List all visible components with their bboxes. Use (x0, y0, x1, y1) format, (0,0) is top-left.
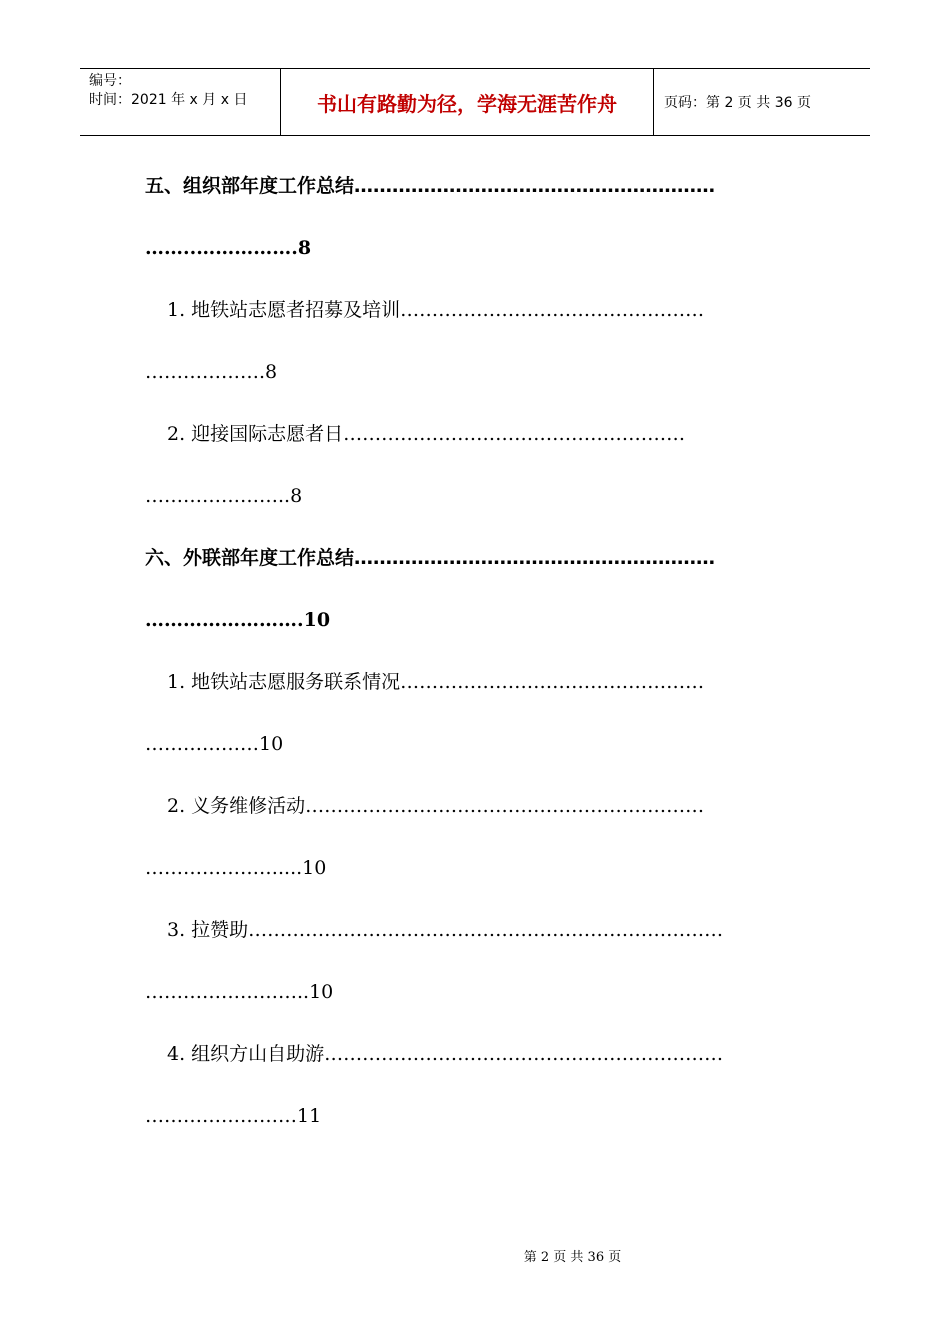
header-motto: 书山有路勤为径，学海无涯苦作舟 (281, 69, 654, 135)
table-of-contents (145, 155, 795, 1147)
toc-entry-page: …………………..8 (145, 485, 303, 507)
toc-entry-page: ………………10 (145, 733, 284, 755)
toc-entry-title: 4. 组织方山自助游……………………………………………………… (167, 1043, 724, 1065)
header-date-label: 时间：2021 年 x 月 x 日 (89, 92, 248, 108)
header-page-info: 页码：第 2 页 共 36 页 (664, 95, 811, 111)
toc-entry-title: 六、外联部年度工作总结………………………………………………… (145, 547, 716, 569)
toc-entry[interactable] (145, 775, 795, 899)
toc-entry-page: ……..…………….8 (145, 237, 312, 259)
toc-entry-page: ……………………..10 (145, 981, 334, 1003)
toc-entry-page: ……………………11 (145, 1105, 322, 1127)
toc-entry-title: 3. 拉赞助………………………………………………………………… (167, 919, 724, 941)
toc-entry[interactable] (145, 155, 795, 279)
toc-entry-page: …………………....10 (145, 857, 327, 879)
toc-entry[interactable] (145, 651, 795, 775)
header-info-cell (80, 69, 281, 135)
toc-entry[interactable] (145, 527, 795, 651)
toc-entry-page: …………………….10 (145, 609, 331, 631)
toc-entry[interactable] (145, 1023, 795, 1147)
page-footer: 第 2 页 共 36 页 (523, 1250, 622, 1265)
toc-entry-page: ……………….8 (145, 361, 278, 383)
toc-entry[interactable] (145, 899, 795, 1023)
toc-entry-title: 1. 地铁站志愿服务联系情况………………………………………… (167, 671, 705, 693)
toc-entry[interactable] (145, 403, 795, 527)
header-table (80, 68, 870, 136)
header-number-label: 编号： (89, 73, 131, 89)
toc-entry-title: 2. 迎接国际志愿者日……………………………………………… (167, 423, 686, 445)
toc-entry-title: 2. 义务维修活动……………………………………………………… (167, 795, 705, 817)
toc-entry[interactable] (145, 279, 795, 403)
toc-entry-title: 五、组织部年度工作总结………………………………………………… (145, 175, 716, 197)
toc-entry-title: 1. 地铁站志愿者招募及培训………………………………………… (167, 299, 705, 321)
